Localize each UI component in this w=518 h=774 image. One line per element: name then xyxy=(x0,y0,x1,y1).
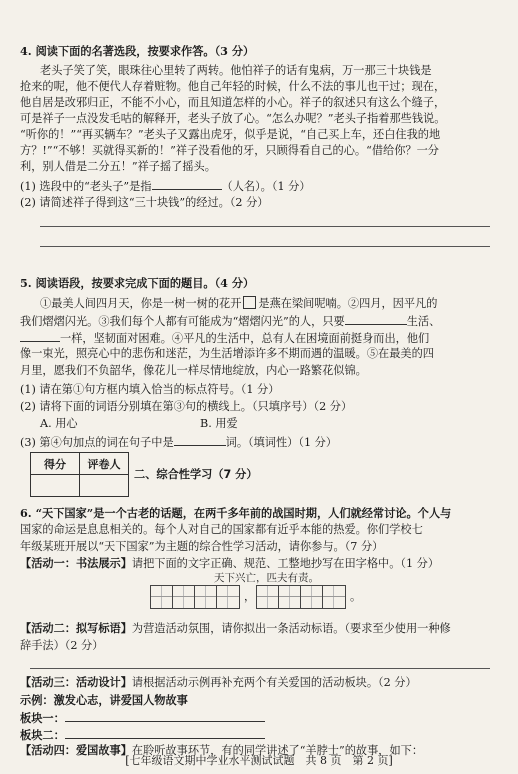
tianzige-cell[interactable] xyxy=(323,586,345,608)
q4-passage-line: 他自居是改邪归正，不能不小心，而且知道怎样的小心。祥子的叙述只有这么个缝子， xyxy=(20,96,446,109)
tianzige-cell[interactable] xyxy=(279,586,301,608)
grid-comma: ， xyxy=(244,590,256,603)
activity-4-label: 【活动四：爱国故事】 xyxy=(20,744,132,757)
q5-sub2: (2) 请将下面的词语分别填在第③句的横线上。（只填序号）（2 分） xyxy=(20,400,353,413)
block-1-label: 板块一： xyxy=(20,711,65,725)
q4-answer-line[interactable] xyxy=(40,226,490,227)
score-header: 得分 xyxy=(31,453,80,475)
block-1-blank[interactable] xyxy=(65,710,265,722)
q4-passage-line: 抢来的呢，他不便代人存着赃物。他自己年轻的时候，什么不法的事儿也干过；现在， xyxy=(20,80,446,93)
grid-period: 。 xyxy=(350,590,362,603)
q5-sub1: (1) 请在第①句方框内填入恰当的标点符号。（1 分） xyxy=(20,383,280,396)
block-2 xyxy=(20,727,265,742)
q5-blank-1[interactable] xyxy=(345,313,407,325)
q5-sub3-text-b: 词。（填词性）（1 分） xyxy=(225,436,338,449)
activity-2 xyxy=(20,622,451,636)
q5-text: 一样，坚韧面对困难。④平凡的生活中，总有人在困境面前挺身而出，他们 xyxy=(60,332,430,345)
q4-sub2: (2) 请简述祥子得到这“三十块钱”的经过。（2 分） xyxy=(20,196,269,209)
activity-3-text: 请根据活动示例再补充两个有关爱国的活动板块。（2 分） xyxy=(131,676,417,689)
q4-passage-line: 老头子笑了笑，眼珠往心里转了两转。他怕祥子的话有鬼病，万一那三十块钱是 xyxy=(40,64,432,77)
score-cell[interactable] xyxy=(31,475,80,497)
q5-title: 5. 阅读语段，按要求完成下面的题目。（4 分） xyxy=(20,276,255,290)
activity-3 xyxy=(20,676,417,690)
block-2-label: 板块二： xyxy=(20,728,65,742)
activity-3-label: 【活动三：活动设计】 xyxy=(20,676,132,689)
tianzige-cell[interactable] xyxy=(173,586,195,608)
activity-2-text: 为营造活动氛围，请你拟出一条活动标语。（要求至少使用一种修 xyxy=(131,622,451,635)
activity-2-label: 【活动二：拟写标语】 xyxy=(20,622,132,635)
activity-2-text-cont: 辞手法）（2 分） xyxy=(20,639,104,652)
q5-line: 月里，愿我们不负韶华，像花儿一样尽情地绽放，内心一路繁花似锦。 xyxy=(20,364,367,377)
q5-text: 是燕在梁间呢喃。②四月，因平凡的 xyxy=(258,297,438,310)
q4-passage-line: 方？!”“不够！买就得买新的！”祥子没看他的牙，只顾得看自己的心。“借给你？一分 xyxy=(20,144,439,157)
grader-header: 评卷人 xyxy=(80,453,129,475)
tianzige-cell[interactable] xyxy=(195,586,217,608)
activity-1-text: 请把下面的文字正确、规范、工整地抄写在田字格中。（1 分） xyxy=(131,557,440,570)
tianzige-grid-1[interactable] xyxy=(150,585,240,609)
q4-sub1 xyxy=(20,178,311,194)
q6-line: 6. “天下国家”是一个古老的话题，在两千多年前的战国时期，人们就经常讨论。个人与 xyxy=(20,506,452,520)
q4-title: 4. 阅读下面的名著选段，按要求作答。（3 分） xyxy=(20,44,255,58)
punctuation-box[interactable] xyxy=(243,296,256,309)
q5-sub3-text-a: (3) 第④句加点的词在句子中是 xyxy=(20,436,174,449)
tianzige-cell[interactable] xyxy=(151,586,173,608)
section-heading: 二、综合性学习（7 分） xyxy=(134,468,258,481)
q4-passage-line: “听你的！”“再买辆车？”老头子又露出虎牙，似乎是说，“自己买上车，还白住我的地 xyxy=(20,128,441,141)
q5-text: 生活、 xyxy=(406,315,441,328)
calligraphy-phrase: 天下兴亡，匹夫有责。 xyxy=(214,572,319,584)
page-footer: [七年级语文期中学业水平测试试题 共 8 页 第 2 页] xyxy=(125,754,393,767)
q5-text: ①最美人间四月天，你是一树一树的花开 xyxy=(40,297,242,310)
q4-sub1-text: (1) 选段中的“老头子”是指 xyxy=(20,180,152,193)
activity-3-example: 示例：激发心志，讲爱国人物故事 xyxy=(20,693,188,707)
q4-passage-line: 利，别人借是二分五！”祥子摇了摇头。 xyxy=(20,160,216,173)
q5-line xyxy=(20,313,440,329)
slogan-answer-line[interactable] xyxy=(30,668,490,669)
tianzige-grid-2[interactable] xyxy=(256,585,346,609)
tianzige-cell[interactable] xyxy=(217,586,239,608)
q5-blank-2[interactable] xyxy=(20,330,60,342)
q5-text: 我们熠熠闪光。③我们每个人都有可能成为“熠熠闪光”的人，只要 xyxy=(20,315,345,328)
q6-line: 国家的命运是息息相关的。每个人对自己的国家都有近乎本能的热爱。你们学校七 xyxy=(20,523,423,536)
tianzige-cell[interactable] xyxy=(301,586,323,608)
q5-sub3-blank[interactable] xyxy=(174,434,226,446)
q4-passage-line: 可是祥子一点没发毛咕的解释开，老头子放了心。“怎么办呢？”老头子指着那些钱说。 xyxy=(20,112,446,125)
q5-line xyxy=(20,330,429,346)
q5-option-a: A. 用心 xyxy=(40,417,78,430)
q5-line xyxy=(40,296,437,311)
block-1 xyxy=(20,710,265,725)
q4-sub1-answer-blank[interactable] xyxy=(152,178,222,190)
grader-cell[interactable] xyxy=(80,475,129,497)
activity-1 xyxy=(20,557,439,571)
score-table xyxy=(30,452,129,497)
tianzige-cell[interactable] xyxy=(257,586,279,608)
block-2-blank[interactable] xyxy=(65,727,265,739)
q4-answer-line[interactable] xyxy=(40,246,490,247)
q5-sub3-rendered xyxy=(20,434,337,450)
q5-option-b: B. 用爱 xyxy=(200,417,238,430)
activity-1-label: 【活动一：书法展示】 xyxy=(20,557,132,570)
activity-4-text: 在聆听故事环节，有的同学讲述了“羊脖士”的故事，如下： xyxy=(131,744,424,757)
q4-sub1-tail: （人名）。（1 分） xyxy=(221,180,311,193)
q6-line: 年级某班开展以“天下国家”为主题的综合性学习活动，请你参与。（7 分） xyxy=(20,540,384,553)
q5-line: 像一束光，照亮心中的悲伤和迷茫，为生活增添许多不期而遇的温暖。⑤在最美的四 xyxy=(20,347,434,360)
